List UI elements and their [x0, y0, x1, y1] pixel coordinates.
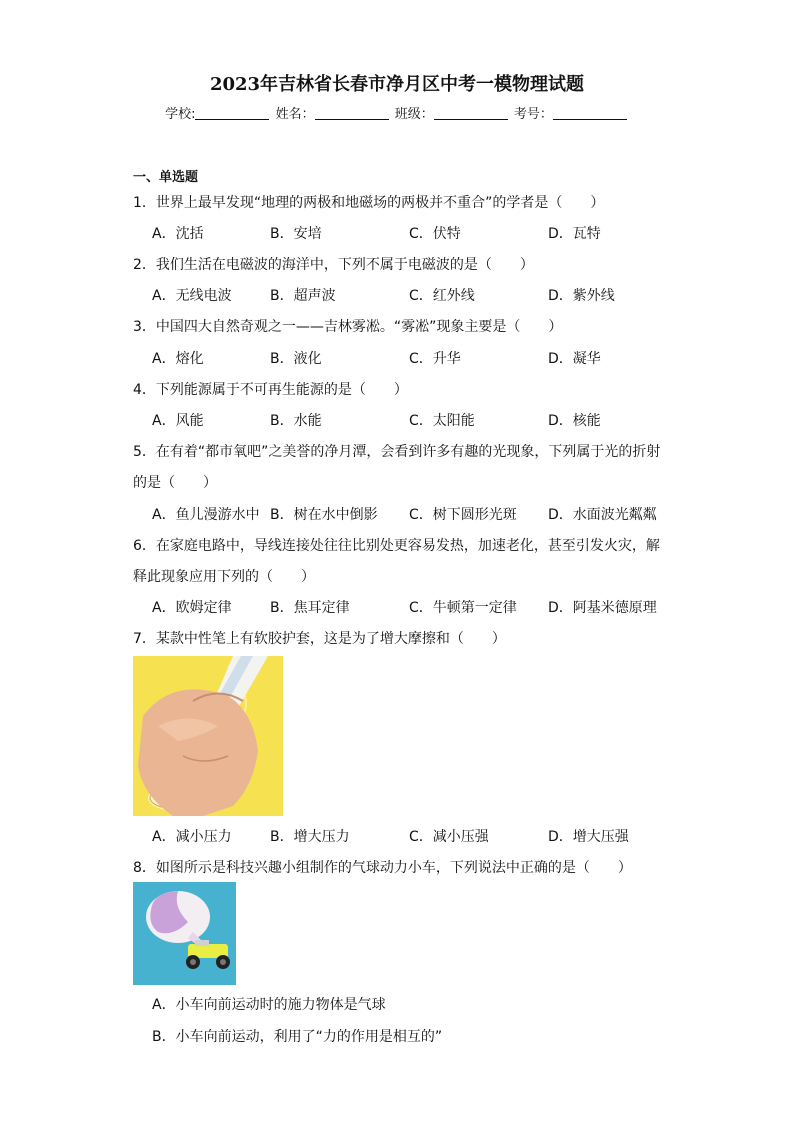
name-label: 姓名： — [275, 107, 315, 122]
option-d[interactable]: D．瓦特 — [548, 226, 601, 242]
question-3: 3．中国四大自然奇观之一——吉林雾凇。“雾凇”现象主要是（ ） — [133, 319, 563, 335]
option-d[interactable]: D．凝华 — [548, 351, 601, 367]
option-d[interactable]: D．阿基米德原理 — [548, 600, 657, 616]
option-b[interactable]: B．增大压力 — [270, 829, 350, 845]
number-blank[interactable] — [553, 107, 627, 120]
class-label: 班级： — [394, 107, 434, 122]
question-6-continued: 释此现象应用下列的（ ） — [133, 569, 315, 585]
option-b[interactable]: B．安培 — [270, 226, 322, 242]
page-title: 2023年吉林省长春市净月区中考一模物理试题 — [209, 74, 585, 95]
question-6-options — [152, 597, 672, 617]
section-heading: 一、单选题 — [133, 170, 199, 185]
class-blank[interactable] — [434, 107, 508, 120]
option-c[interactable]: C．升华 — [409, 351, 461, 367]
question-8: 8．如图所示是科技兴趣小组制作的气球动力小车，下列说法中正确的是（ ） — [133, 860, 632, 876]
option-b[interactable]: B．树在水中倒影 — [270, 507, 378, 523]
option-c[interactable]: C．牛顿第一定律 — [409, 600, 517, 616]
student-info-line — [0, 103, 794, 122]
option-d[interactable]: D．增大压强 — [548, 829, 629, 845]
option-b[interactable]: B．水能 — [270, 413, 322, 429]
number-label: 考号： — [513, 107, 553, 122]
question-3-options — [152, 348, 672, 368]
option-a[interactable]: A．风能 — [152, 413, 204, 429]
option-d[interactable]: D．紫外线 — [548, 288, 615, 304]
question-1: 1．世界上最早发现“地理的两极和地磁场的两极并不重合”的学者是（ ） — [133, 195, 605, 211]
option-c[interactable]: C．树下圆形光斑 — [409, 507, 517, 523]
option-d[interactable]: D．水面波光粼粼 — [548, 507, 657, 523]
question-6: 6．在家庭电路中，导线连接处往往比别处更容易发热，加速老化，甚至引发火灾，解 — [133, 538, 660, 554]
option-c[interactable]: C．减小压强 — [409, 829, 489, 845]
question-5-options — [152, 504, 672, 524]
question-7: 7．某款中性笔上有软胶护套，这是为了增大摩擦和（ ） — [133, 631, 506, 647]
option-a[interactable]: A．欧姆定律 — [152, 600, 232, 616]
option-a[interactable]: A．减小压力 — [152, 829, 232, 845]
question-2: 2．我们生活在电磁波的海洋中，下列不属于电磁波的是（ ） — [133, 257, 534, 273]
question-4-options — [152, 410, 672, 430]
option-b[interactable]: B．液化 — [270, 351, 322, 367]
option-a[interactable]: A．鱼儿漫游水中 — [152, 507, 260, 523]
question-2-options — [152, 285, 672, 305]
name-blank[interactable] — [315, 107, 389, 120]
option-a[interactable]: A．沈括 — [152, 226, 204, 242]
school-label: 学校: — [165, 107, 196, 122]
pen-photo — [133, 656, 283, 816]
option-d[interactable]: D．核能 — [548, 413, 601, 429]
option-b[interactable]: B．焦耳定律 — [270, 600, 350, 616]
balloon-car-photo — [133, 882, 236, 985]
school-blank[interactable] — [195, 107, 269, 120]
option-c[interactable]: C．红外线 — [409, 288, 475, 304]
question-5-continued: 的是（ ） — [133, 475, 217, 491]
option-c[interactable]: C．伏特 — [409, 226, 461, 242]
question-7-options — [152, 826, 672, 846]
option-b[interactable]: B．小车向前运动，利用了“力的作用是相互的” — [152, 1029, 443, 1045]
option-c[interactable]: C．太阳能 — [409, 413, 475, 429]
question-5: 5．在有着“都市氧吧”之美誉的净月潭，会看到许多有趣的光现象，下列属于光的折射 — [133, 444, 661, 460]
question-4: 4．下列能源属于不可再生能源的是（ ） — [133, 382, 408, 398]
question-1-options — [152, 223, 672, 243]
option-a[interactable]: A．熔化 — [152, 351, 204, 367]
option-a[interactable]: A．小车向前运动时的施力物体是气球 — [152, 997, 386, 1013]
option-a[interactable]: A．无线电波 — [152, 288, 232, 304]
option-b[interactable]: B．超声波 — [270, 288, 336, 304]
